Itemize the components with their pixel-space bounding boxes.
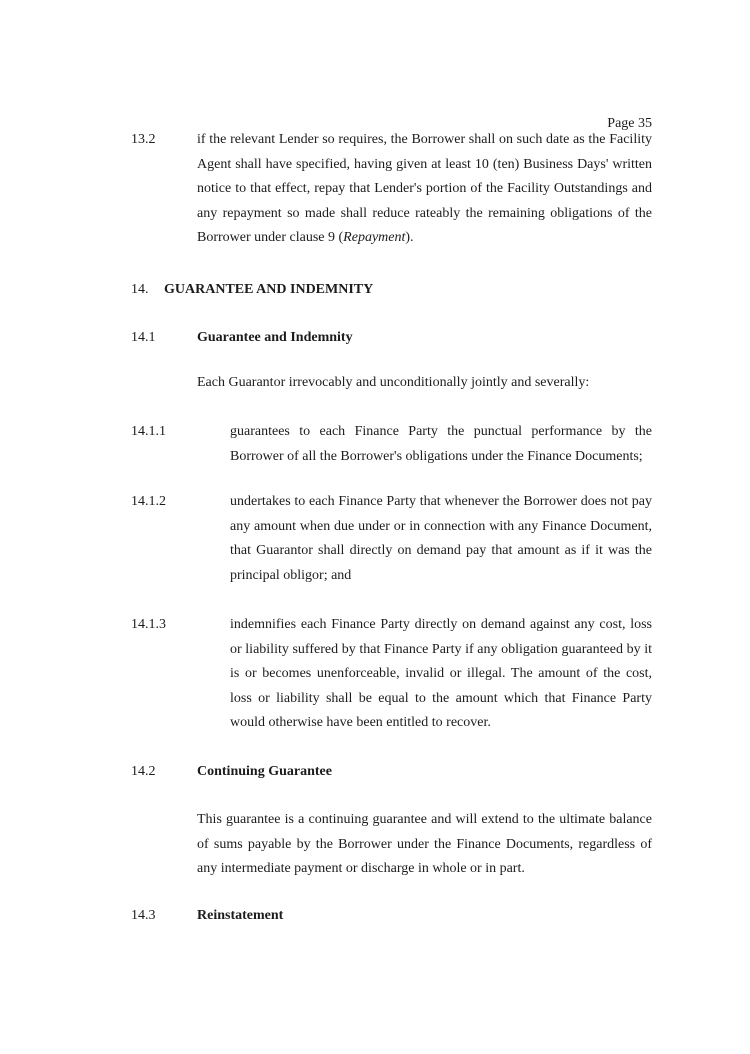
clause-14-3-title: Reinstatement <box>197 908 284 923</box>
clause-13-2-text <box>197 128 652 251</box>
clause-14-1-2-number: 14.1.2 <box>131 494 166 509</box>
clause-13-2-italic: Repayment <box>343 230 406 245</box>
clause-14-1-intro: Each Guarantor irrevocably and unconditionally jointly and severally: <box>197 375 590 390</box>
section-14-title: GUARANTEE AND INDEMNITY <box>164 282 374 297</box>
section-14-number: 14. <box>131 282 149 297</box>
page-number: Page 35 <box>607 116 652 131</box>
clause-14-1-1-number: 14.1.1 <box>131 424 166 439</box>
clause-14-1-number: 14.1 <box>131 330 156 345</box>
clause-14-1-3-text: indemnifies each Finance Party directly on demand against any cost, loss or liability suffered by that Finance Party if any obligation guaranteed by it is or becomes unenforceable, invalid or illegal. The amount of the cost, loss or liability shall be equal to the amount which that Finance Party would otherwise have been entitled to recover. <box>230 617 652 730</box>
clause-13-2-text-end: ). <box>405 230 414 245</box>
clause-14-1-1-text: guarantees to each Finance Party the punctual performance by the Borrower of all the Borrower's obligations under the Finance Documents; <box>230 424 652 464</box>
clause-14-1-2-text: undertakes to each Finance Party that whenever the Borrower does not pay any amount when due under or in connection with any Finance Document, that Guarantor shall directly on demand pay that amount as if it was the principal obligor; and <box>230 494 652 583</box>
clause-14-2-title: Continuing Guarantee <box>197 764 332 779</box>
clause-14-2-number: 14.2 <box>131 764 156 779</box>
clause-14-1-3-number: 14.1.3 <box>131 617 166 632</box>
clause-14-1-title: Guarantee and Indemnity <box>197 330 353 345</box>
clause-14-2-text: This guarantee is a continuing guarantee and will extend to the ultimate balance of sums payable by the Borrower under the Finance Documents, regardless of any intermediate payment or discharge in whole or in part. <box>197 812 652 876</box>
clause-13-2-text-main: if the relevant Lender so requires, the Borrower shall on such date as the Facility Agent shall have specified, having given at least 10 (ten) Business Days' written notice to that effect, repay that Lender's portion of the Facility Outstandings and any repayment so made shall reduce rateably the remaining obligations of the Borrower under clause 9 ( <box>197 132 652 245</box>
clause-13-2-number: 13.2 <box>131 132 156 147</box>
clause-14-3-number: 14.3 <box>131 908 156 923</box>
